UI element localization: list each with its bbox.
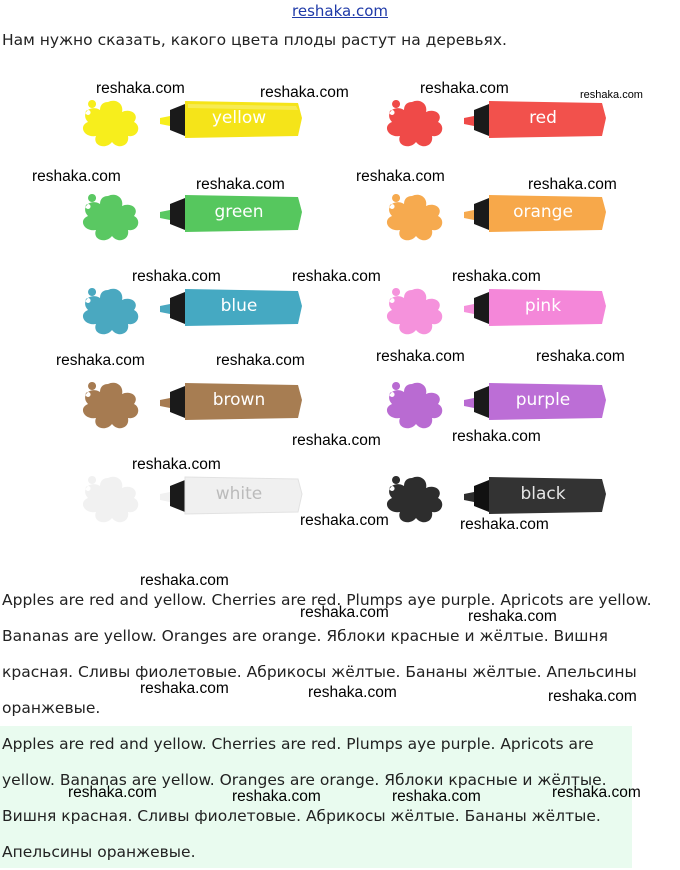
marker-label-green: green [214, 202, 264, 222]
watermark: reshaka.com [32, 168, 121, 185]
watermark: reshaka.com [452, 268, 541, 285]
marker-label-blue: blue [220, 296, 258, 316]
watermark: reshaka.com [308, 684, 397, 701]
marker-label-yellow: yellow [211, 108, 267, 128]
marker-yellow [70, 96, 310, 156]
marker-orange [374, 190, 614, 250]
watermark: reshaka.com [460, 516, 549, 533]
marker-label-red: red [529, 108, 557, 128]
watermark: reshaka.com [68, 784, 157, 801]
paragraph-text: Apples are red and yellow. Cherries are red. Plumps aye purple. Apricots are yellow. Bananas are yellow. Oranges are orange. Яблоки красные и жёлтые. Вишня красная. Сливы фиолетовые. Абрикосы жёлтые. Бананы жёлтые. Апельсины оранжевые. [2, 591, 652, 717]
splash-brown [83, 382, 138, 428]
marker-brown [70, 378, 310, 438]
watermark: reshaka.com [132, 456, 221, 473]
splash-blue [83, 288, 138, 334]
splash-white [83, 476, 138, 522]
marker-label-orange: orange [513, 202, 573, 222]
watermark: reshaka.com [528, 176, 617, 193]
watermark: reshaka.com [292, 268, 381, 285]
watermark: reshaka.com [260, 84, 349, 101]
splash-pink [387, 288, 442, 334]
splash-black [387, 476, 442, 522]
marker-label-brown: brown [212, 390, 266, 410]
splash-purple [387, 382, 442, 428]
marker-red [374, 96, 614, 156]
watermark: reshaka.com [96, 80, 185, 97]
watermark: reshaka.com [132, 268, 221, 285]
watermark: reshaka.com [196, 176, 285, 193]
watermark: reshaka.com [56, 352, 145, 369]
watermark: reshaka.com [216, 352, 305, 369]
intro-text: Нам нужно сказать, какого цвета плоды растут на деревьях. [2, 31, 507, 49]
watermark: reshaka.com [468, 608, 557, 625]
marker-blue [70, 284, 310, 344]
watermark: reshaka.com [376, 348, 465, 365]
marker-label-pink: pink [524, 296, 562, 316]
watermark: reshaka.com [356, 168, 445, 185]
splash-red [387, 100, 442, 146]
watermark: reshaka.com [300, 512, 389, 529]
splash-green [83, 194, 138, 240]
watermark: reshaka.com [140, 680, 229, 697]
watermark: reshaka.com [292, 432, 381, 449]
watermark: reshaka.com [140, 572, 229, 589]
marker-label-white: white [215, 484, 263, 504]
watermark: reshaka.com [420, 80, 509, 97]
watermark: reshaka.com [548, 688, 637, 705]
watermark: reshaka.com [452, 428, 541, 445]
watermark: reshaka.com [536, 348, 625, 365]
watermark: reshaka.com [552, 784, 641, 801]
marker-green [70, 190, 310, 250]
splash-orange [387, 194, 442, 240]
watermark: reshaka.com [300, 604, 389, 621]
marker-label-purple: purple [515, 390, 571, 410]
site-header-link[interactable]: reshaka.com [292, 2, 388, 20]
marker-pink [374, 284, 614, 344]
watermark: reshaka.com [232, 788, 321, 805]
marker-white [70, 472, 310, 532]
watermark: reshaka.com [392, 788, 481, 805]
splash-yellow [83, 100, 138, 146]
answer-text: Apples are red and yellow. Cherries are red. Plumps aye purple. Apricots are yellow. Bananas are yellow. Oranges are orange. Яблоки красные и жёлтые. Вишня красная. Сливы фиолетовые. Абрикосы жёлтые. Бананы жёлтые. Апельсины оранжевые. [2, 735, 607, 861]
watermark: reshaka.com [580, 89, 643, 101]
marker-label-black: black [520, 484, 566, 504]
